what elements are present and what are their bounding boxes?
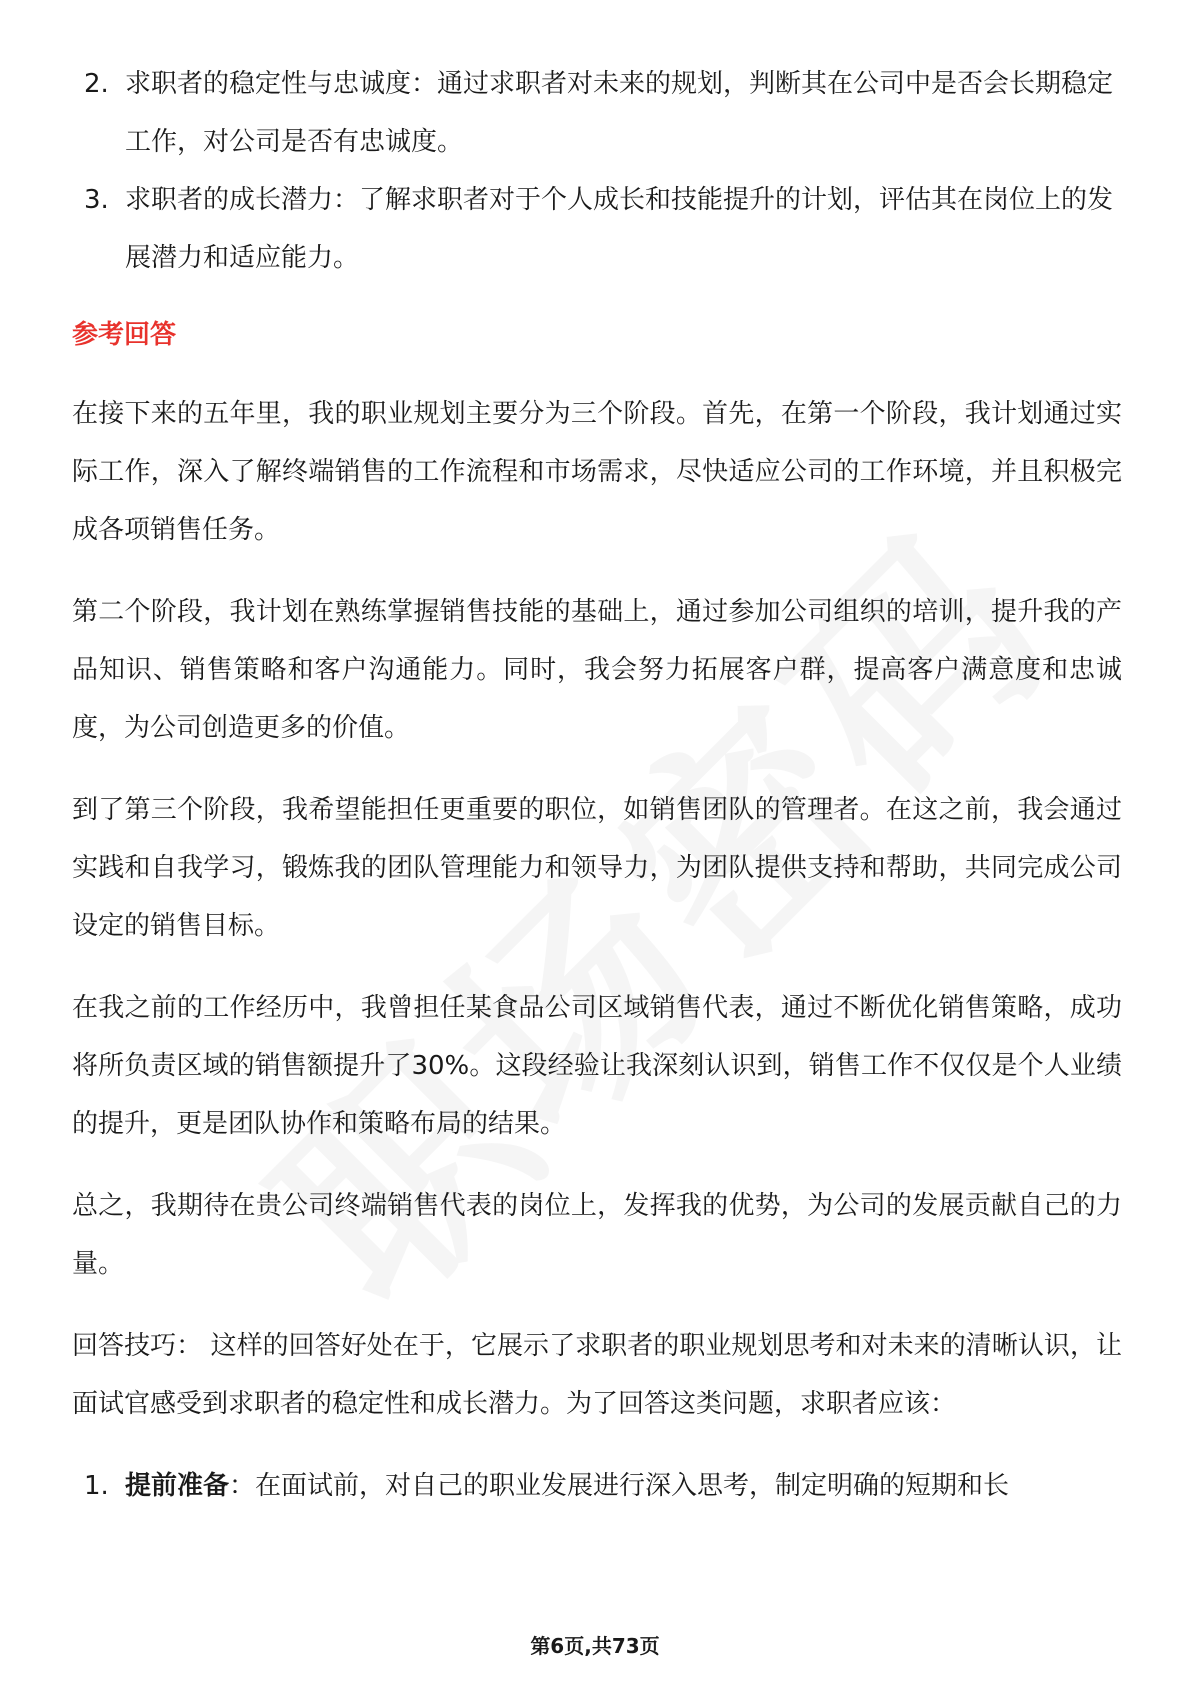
list-item-number: 2. [84,69,109,99]
tips-list [72,1457,1122,1515]
list-item [72,55,1122,171]
list-item-text: 求职者的成长潜力：了解求职者对于个人成长和技能提升的计划，评估其在岗位上的发展潜力和适应能力。 [125,185,1114,273]
answer-paragraph: 在我之前的工作经历中，我曾担任某食品公司区域销售代表，通过不断优化销售策略，成功将所负责区域的销售额提升了30%。这段经验让我深刻认识到，销售工作不仅仅是个人业绩的提升，更是团队协作和策略布局的结果。 [72,993,1122,1139]
answer-paragraph: 第二个阶段，我计划在熟练掌握销售技能的基础上，通过参加公司组织的培训，提升我的产品知识、销售策略和客户沟通能力。同时，我会努力拓展客户群，提高客户满意度和忠诚度，为公司创造更多的价值。 [72,597,1122,743]
page-footer: 第6页,共73页 [530,1634,660,1658]
list-item [72,171,1122,287]
list-item [72,1457,1122,1515]
list-item-text: ：在面试前，对自己的职业发展进行深入思考，制定明确的短期和长 [229,1471,1010,1501]
answer-paragraph: 在接下来的五年里，我的职业规划主要分为三个阶段。首先，在第一个阶段，我计划通过实际工作，深入了解终端销售的工作流程和市场需求，尽快适应公司的工作环境，并且积极完成各项销售任务。 [72,399,1122,545]
answer-paragraph: 到了第三个阶段，我希望能担任更重要的职位，如销售团队的管理者。在这之前，我会通过实践和自我学习，锻炼我的团队管理能力和领导力，为团队提供支持和帮助，共同完成公司设定的销售目标。 [72,795,1122,941]
list-item-lead: 提前准备 [125,1471,230,1501]
criteria-list [72,55,1122,287]
answer-paragraph: 总之，我期待在贵公司终端销售代表的岗位上，发挥我的优势，为公司的发展贡献自己的力量。 [72,1191,1122,1279]
list-item-number: 3. [84,185,109,215]
tips-paragraph: 回答技巧： 这样的回答好处在于，它展示了求职者的职业规划思考和对未来的清晰认识，让面试官感受到求职者的稳定性和成长潜力。为了回答这类问题，求职者应该： [72,1331,1122,1419]
list-item-text: 求职者的稳定性与忠诚度：通过求职者对未来的规划，判断其在公司中是否会长期稳定工作，对公司是否有忠诚度。 [125,69,1114,157]
page-content [72,55,1122,1515]
section-title: 参考回答 [72,320,177,350]
list-item-number: 1. [84,1471,109,1501]
